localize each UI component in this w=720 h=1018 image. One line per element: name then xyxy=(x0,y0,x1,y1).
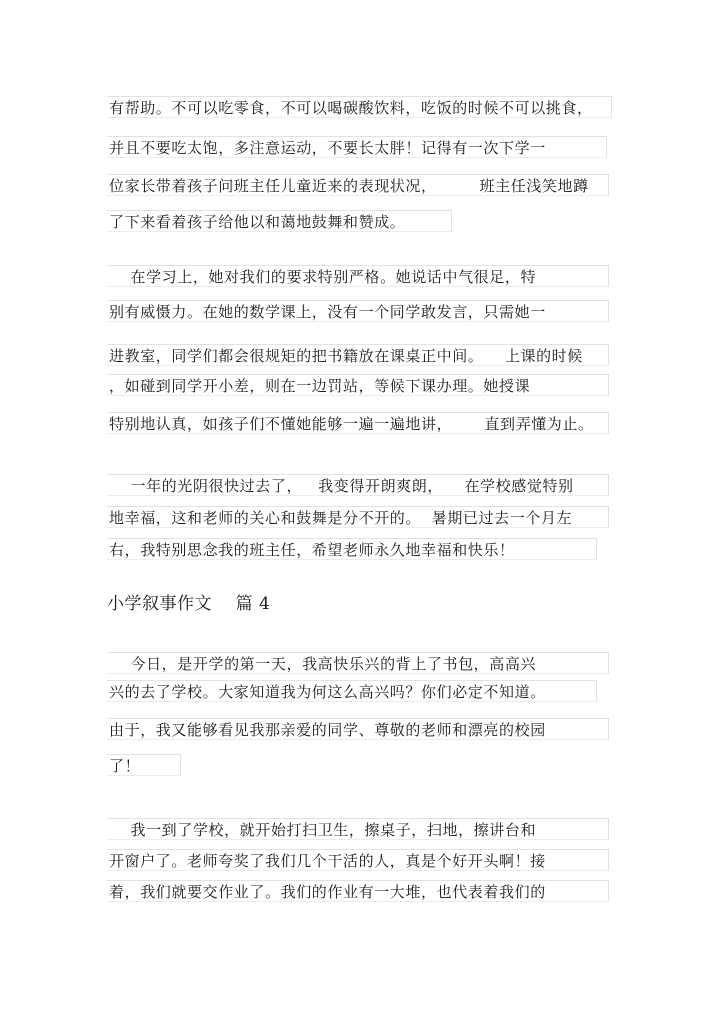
text-line: 开窗户了。老师夸奖了我们几个干活的人，真是个好开头啊！接 xyxy=(107,849,609,871)
text-line: ，如碰到同学开小差，则在一边罚站，等候下课办理。她授课 xyxy=(107,374,609,396)
text-line: 了下来看着孩子给他以和蔼地鼓舞和赞成。 xyxy=(107,210,452,232)
text-line: 有帮助。不可以吃零食，不可以喝碳酸饮料，吃饭的时候不可以挑食， xyxy=(107,96,612,118)
text-line: 并且不要吃太饱，多注意运动，不要长太胖！记得有一次下学一 xyxy=(107,136,607,158)
text-line: 了！ xyxy=(107,754,181,776)
text-line: 着，我们就要交作业了。我们的作业有一大堆，也代表着我们的 xyxy=(107,880,609,902)
text-line: 位家长带着孩子问班主任儿童近来的表现状况， 班主任浅笑地蹲 xyxy=(107,174,609,196)
text-line: 由于，我又能够看见我那亲爱的同学、尊敬的老师和漂亮的校园 xyxy=(107,718,609,740)
text-line: 我一到了学校，就开始打扫卫生，擦桌子，扫地，擦讲台和 xyxy=(107,818,609,840)
text-line: 进教室，同学们都会很规矩的把书籍放在课桌正中间。 上课的时候 xyxy=(107,344,609,366)
text-line: 兴的去了学校。大家知道我为何这么高兴吗？你们必定不知道。 xyxy=(107,680,597,702)
text-line: 地幸福，这和老师的关心和鼓舞是分不开的。 暑期已过去一个月左 xyxy=(107,506,609,528)
text-line: 别有威慑力。在她的数学课上，没有一个同学敢发言，只需她一 xyxy=(107,300,609,322)
section-heading: 小学叙事作文 篇 4 xyxy=(107,594,271,614)
text-line: 特别地认真，如孩子们不懂她能够一遍一遍地讲， 直到弄懂为止。 xyxy=(107,412,609,434)
text-line: 一年的光阴很快过去了， 我变得开朗爽朗， 在学校感觉特别 xyxy=(107,474,609,496)
text-line: 在学习上，她对我们的要求特别严格。她说话中气很足，特 xyxy=(107,265,609,287)
text-line: 今日，是开学的第一天，我高快乐兴的背上了书包，高高兴 xyxy=(107,652,609,674)
text-line: 右，我特别思念我的班主任，希望老师永久地幸福和快乐！ xyxy=(107,538,597,560)
